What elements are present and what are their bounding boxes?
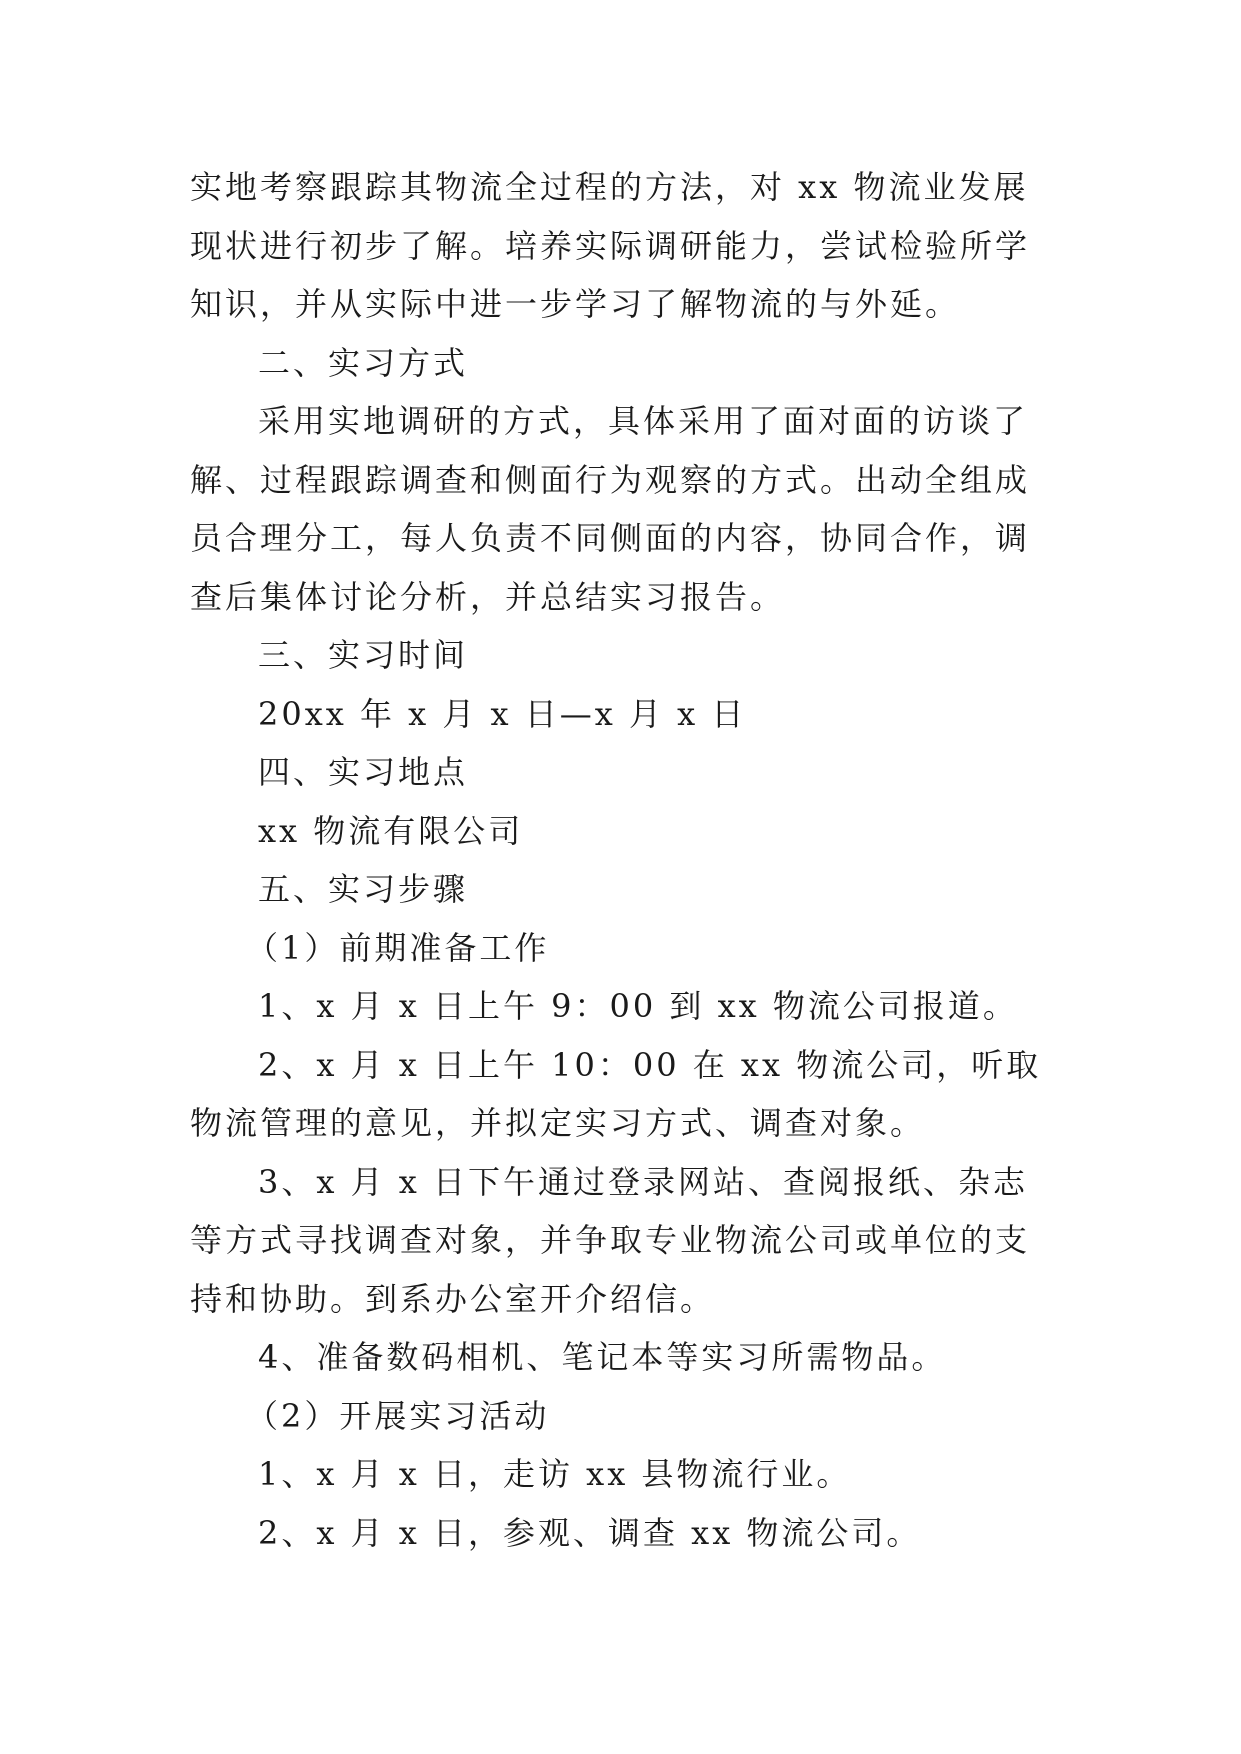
list-item: 1、x 月 x 日，走访 xx 县物流行业。: [258, 1455, 852, 1493]
heading-practice-steps: 五、实习步骤: [258, 870, 469, 908]
list-item: 3、x 月 x 日下午通过登录网站、查阅报纸、杂志等方式寻找调查对象，并争取专业物流公司或单位的支持和协助。到系办公室开介绍信。: [190, 1162, 1031, 1318]
paragraph-practice-location: xx 物流有限公司: [258, 811, 524, 850]
list-item: 4、准备数码相机、笔记本等实习所需物品。: [258, 1338, 947, 1376]
paragraph-practice-method: 采用实地调研的方式，具体采用了面对面的访谈了解、过程跟踪调查和侧面行为观察的方式。出动全组成员合理分工，每人负责不同侧面的内容，协同合作，调查后集体讨论分析，并总结实习报告。: [190, 402, 1031, 616]
list-item: 1、x 月 x 日上午 9：00 到 xx 物流公司报道。: [258, 987, 1018, 1025]
subheading-preparation: （1）前期准备工作: [246, 928, 550, 967]
paragraph-intro: 实地考察跟踪其物流全过程的方法，对 xx 物流业发展现状进行初步了解。培养实际调研能力，尝试检验所学知识，并从实际中进一步学习了解物流的与外延。: [190, 168, 1031, 323]
document-body: [190, 158, 1060, 1562]
paragraph-practice-time: 20xx 年 x 月 x 日—x 月 x 日: [258, 694, 747, 733]
subheading-activities: （2）开展实习活动: [246, 1396, 550, 1435]
heading-practice-method: 二、实习方式: [258, 343, 469, 382]
list-item: 2、x 月 x 日，参观、调查 xx 物流公司。: [258, 1513, 922, 1552]
heading-practice-location: 四、实习地点: [258, 753, 469, 791]
heading-practice-time: 三、实习时间: [258, 636, 469, 674]
list-item: 2、x 月 x 日上午 10：00 在 xx 物流公司，听取物流管理的意见，并拟定实习方式、调查对象。: [190, 1045, 1042, 1142]
